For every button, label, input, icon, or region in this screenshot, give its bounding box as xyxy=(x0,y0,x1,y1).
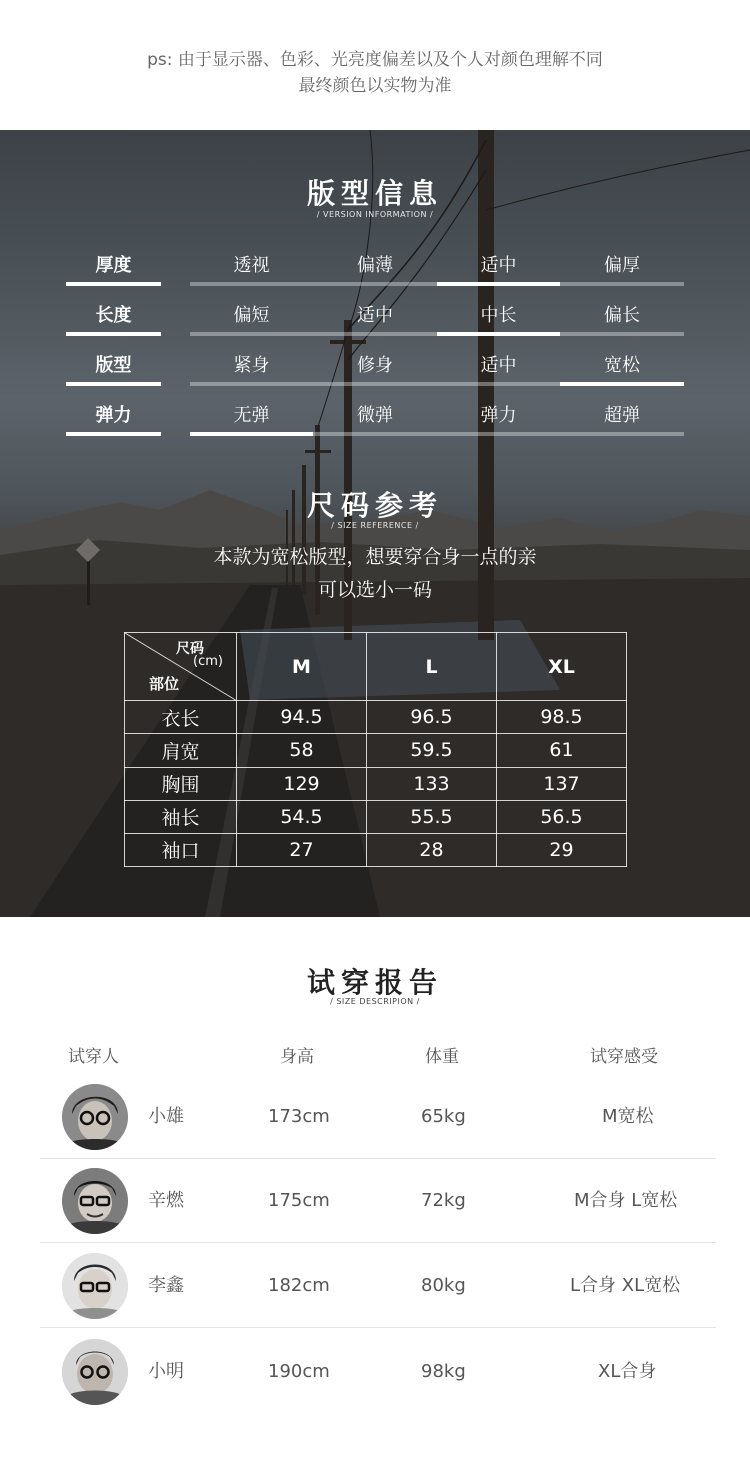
tester-height: 190cm xyxy=(268,1361,330,1382)
tester-feel: M宽松 xyxy=(602,1106,654,1127)
size-table xyxy=(124,632,627,867)
version-option: 紧身 xyxy=(190,350,313,386)
row-divider xyxy=(40,1242,716,1243)
list-item xyxy=(40,1330,716,1414)
header-height: 身高 xyxy=(280,1047,314,1067)
version-option: 超弹 xyxy=(560,400,684,436)
header-feel: 试穿感受 xyxy=(590,1047,658,1067)
header-tester: 试穿人 xyxy=(68,1047,119,1067)
tester-feel: L合身 XL宽松 xyxy=(570,1275,681,1296)
size-title: 尺码参考 xyxy=(306,489,443,522)
part-cell: 衣长 xyxy=(125,701,237,734)
version-row-elasticity xyxy=(66,400,684,450)
tester-weight: 65kg xyxy=(421,1106,466,1127)
person-glasses-icon xyxy=(62,1084,128,1150)
version-option-selected: 中长 xyxy=(437,300,560,336)
list-item xyxy=(40,1075,716,1159)
version-subtitle: / VERSION INFORMATION / xyxy=(316,210,434,219)
value-cell: 27 xyxy=(237,833,367,866)
version-option: 偏厚 xyxy=(560,250,684,286)
version-option-selected: 宽松 xyxy=(560,350,684,386)
version-row-fit xyxy=(66,350,684,400)
corner-size-label: 尺码 xyxy=(176,641,204,657)
version-option: 适中 xyxy=(437,350,560,386)
list-item xyxy=(40,1244,716,1328)
value-cell: 56.5 xyxy=(497,800,627,833)
value-cell: 129 xyxy=(237,767,367,800)
version-option-selected: 无弹 xyxy=(190,400,313,436)
table-row xyxy=(125,734,627,767)
size-desc-line-1: 本款为宽松版型，想要穿合身一点的亲 xyxy=(213,546,537,568)
header-weight: 体重 xyxy=(425,1047,459,1067)
tester-weight: 72kg xyxy=(421,1190,466,1211)
corner-unit-label: (cm) xyxy=(193,654,223,669)
tester-weight: 80kg xyxy=(421,1275,466,1296)
tester-height: 175cm xyxy=(268,1190,330,1211)
version-option: 修身 xyxy=(313,350,437,386)
table-row xyxy=(125,767,627,800)
version-row-thickness xyxy=(66,250,684,300)
part-cell: 胸围 xyxy=(125,767,237,800)
version-title: 版型信息 xyxy=(306,177,443,210)
row-divider xyxy=(40,1327,716,1328)
size-table-corner xyxy=(125,633,237,701)
part-cell: 袖长 xyxy=(125,800,237,833)
person-glasses-icon xyxy=(62,1253,128,1319)
version-option: 偏薄 xyxy=(313,250,437,286)
value-cell: 58 xyxy=(237,734,367,767)
tester-name: 辛燃 xyxy=(148,1190,184,1211)
value-cell: 133 xyxy=(367,767,497,800)
size-subtitle: / SIZE REFERENCE / xyxy=(331,521,419,530)
value-cell: 94.5 xyxy=(237,701,367,734)
version-option: 透视 xyxy=(190,250,313,286)
version-row-length xyxy=(66,300,684,350)
tester-feel: M合身 L宽松 xyxy=(574,1190,678,1211)
report-header xyxy=(0,1042,750,1068)
tester-name: 小雄 xyxy=(148,1106,184,1127)
report-subtitle: / SIZE DESCRIPION / xyxy=(330,997,420,1006)
table-row xyxy=(125,800,627,833)
version-option: 弹力 xyxy=(437,400,560,436)
value-cell: 54.5 xyxy=(237,800,367,833)
avatar xyxy=(62,1168,128,1234)
version-label: 厚度 xyxy=(66,250,161,286)
fitting-report xyxy=(0,917,750,1472)
version-label: 弹力 xyxy=(66,400,161,436)
avatar xyxy=(62,1339,128,1405)
version-option-selected: 适中 xyxy=(437,250,560,286)
avatar xyxy=(62,1084,128,1150)
version-option: 适中 xyxy=(313,300,437,336)
part-cell: 肩宽 xyxy=(125,734,237,767)
version-option: 偏短 xyxy=(190,300,313,336)
value-cell: 61 xyxy=(497,734,627,767)
size-info-panel xyxy=(0,130,750,917)
tester-name: 李鑫 xyxy=(148,1275,184,1296)
version-grid xyxy=(66,250,684,450)
value-cell: 29 xyxy=(497,833,627,866)
version-option: 偏长 xyxy=(560,300,684,336)
size-column-header: L xyxy=(367,633,497,701)
person-glasses-icon xyxy=(62,1168,128,1234)
size-column-header: XL xyxy=(497,633,627,701)
size-table-header xyxy=(125,633,627,701)
size-column-header: M xyxy=(237,633,367,701)
tester-weight: 98kg xyxy=(421,1361,466,1382)
tester-feel: XL合身 xyxy=(598,1361,657,1382)
version-label: 长度 xyxy=(66,300,161,336)
person-glasses-icon xyxy=(62,1339,128,1405)
table-row xyxy=(125,833,627,866)
size-desc-line-2: 可以选小一码 xyxy=(317,579,432,601)
version-option: 微弹 xyxy=(313,400,437,436)
disclaimer-line-2: 最终颜色以实物为准 xyxy=(298,76,452,96)
value-cell: 98.5 xyxy=(497,701,627,734)
table-row xyxy=(125,701,627,734)
value-cell: 96.5 xyxy=(367,701,497,734)
tester-height: 182cm xyxy=(268,1275,330,1296)
tester-height: 173cm xyxy=(268,1106,330,1127)
report-title: 试穿报告 xyxy=(306,966,443,999)
value-cell: 28 xyxy=(367,833,497,866)
value-cell: 137 xyxy=(497,767,627,800)
list-item xyxy=(40,1159,716,1243)
part-cell: 袖口 xyxy=(125,833,237,866)
value-cell: 59.5 xyxy=(367,734,497,767)
value-cell: 55.5 xyxy=(367,800,497,833)
color-disclaimer xyxy=(0,0,750,130)
disclaimer-line-1: ps: 由于显示器、色彩、光亮度偏差以及个人对颜色理解不同 xyxy=(147,50,603,70)
tester-name: 小明 xyxy=(148,1361,184,1382)
version-label: 版型 xyxy=(66,350,161,386)
corner-part-label: 部位 xyxy=(149,675,180,693)
avatar xyxy=(62,1253,128,1319)
